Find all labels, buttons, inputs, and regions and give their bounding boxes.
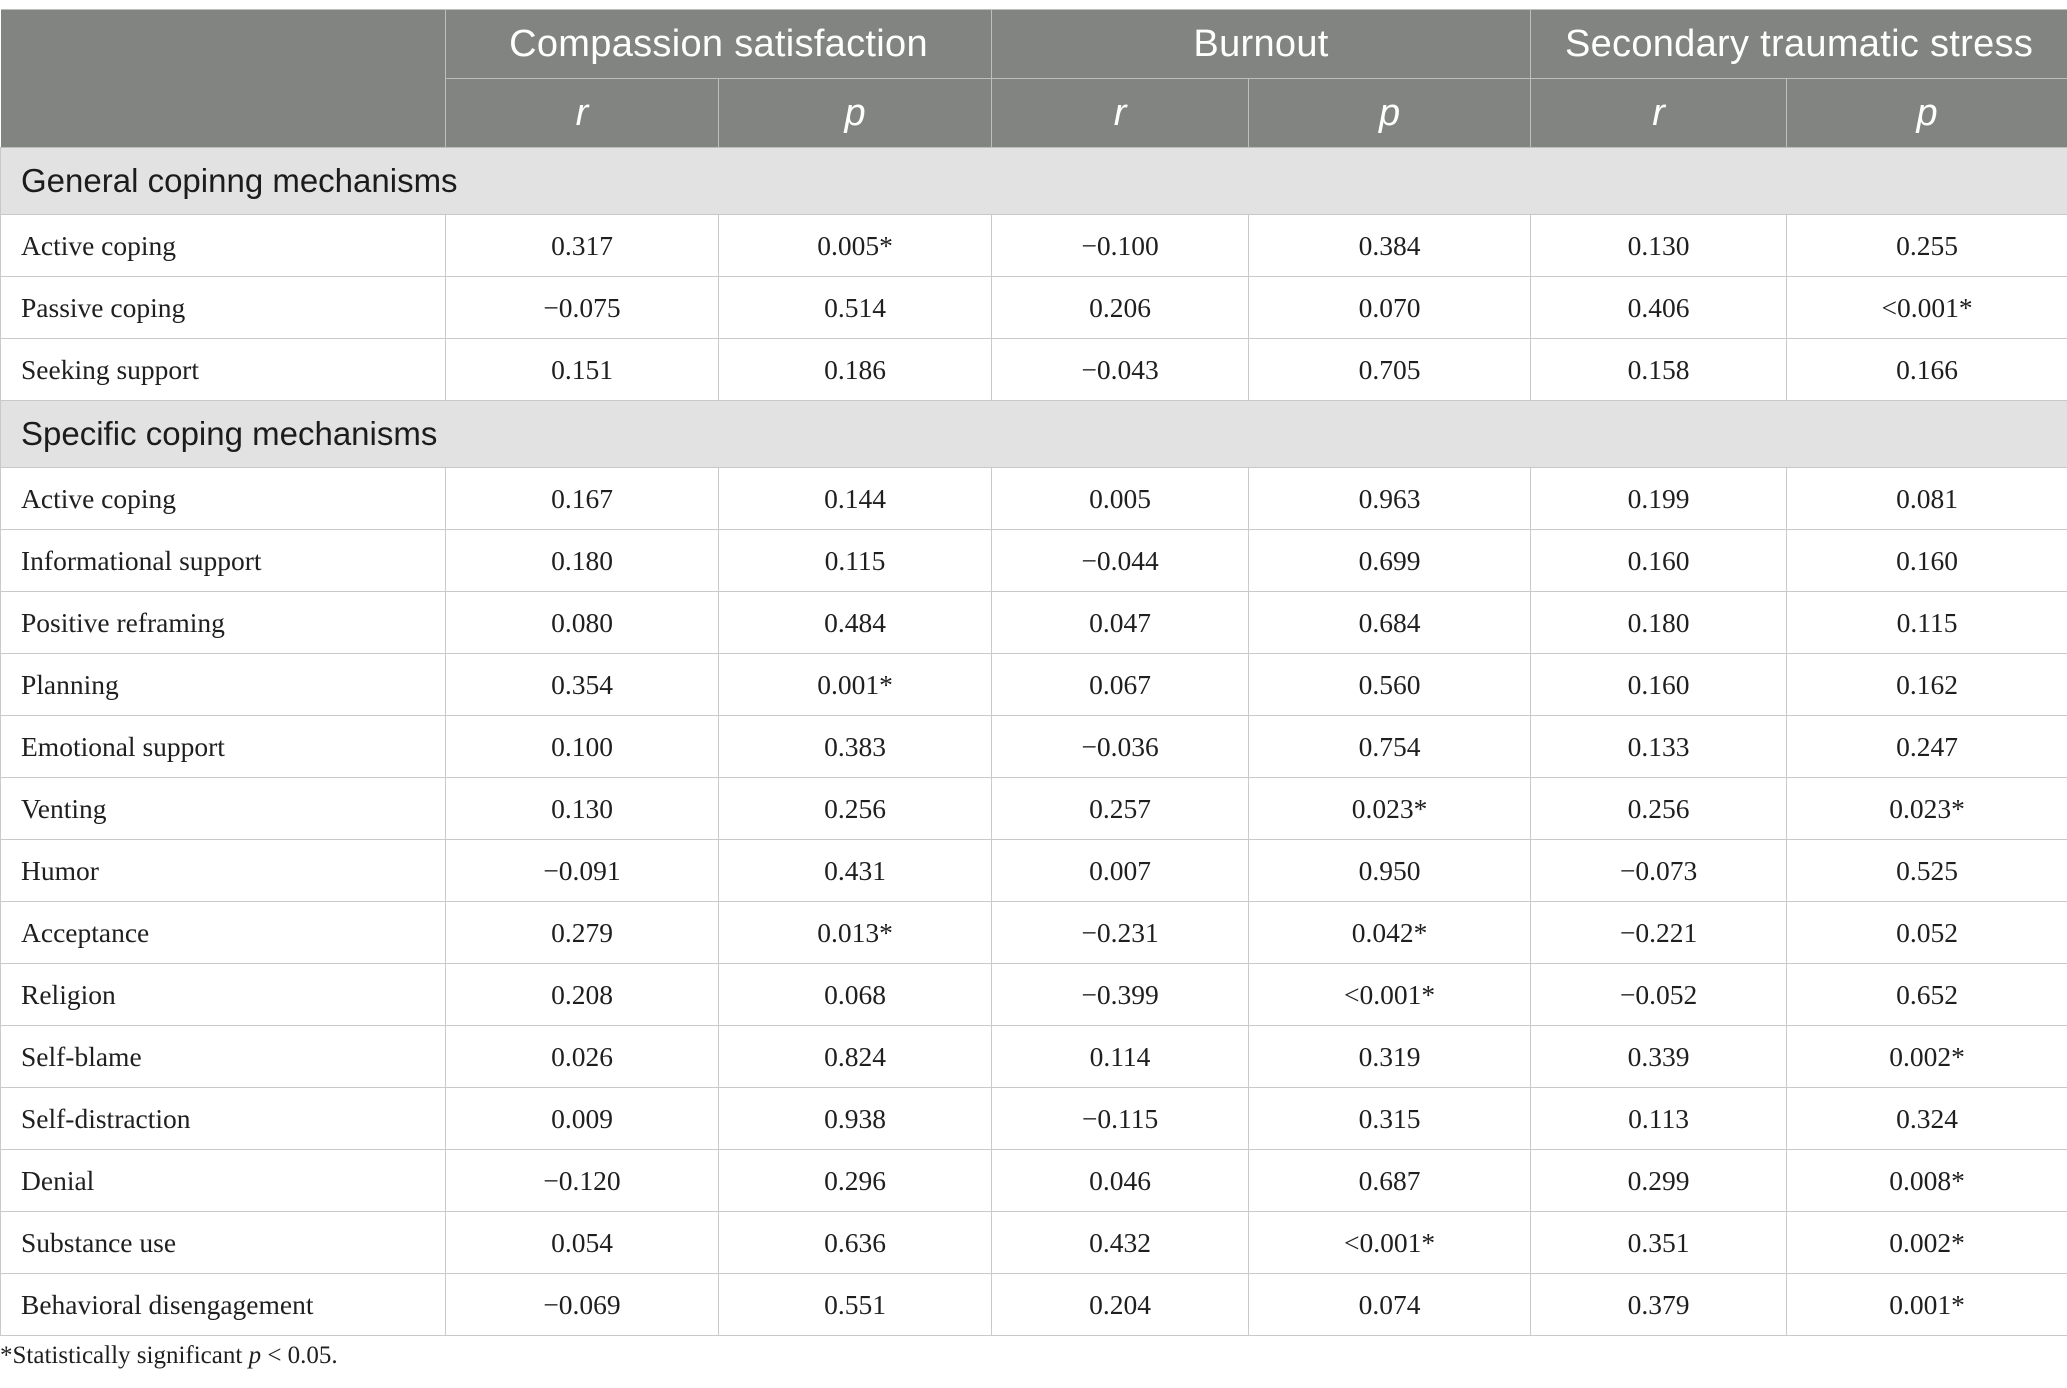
value-cell: 0.684 (1249, 592, 1531, 654)
value-cell: −0.073 (1531, 840, 1787, 902)
value-cell: 0.705 (1249, 339, 1531, 401)
value-cell: 0.247 (1787, 716, 2067, 778)
row-label: Emotional support (1, 716, 446, 778)
row-label: Venting (1, 778, 446, 840)
value-cell: 0.144 (719, 468, 992, 530)
header-burnout: Burnout (992, 10, 1531, 79)
value-cell: 0.255 (1787, 215, 2067, 277)
table-row (1, 1088, 2067, 1150)
value-cell: 0.013* (719, 902, 992, 964)
row-label: Active coping (1, 215, 446, 277)
value-cell: 0.204 (992, 1274, 1249, 1336)
value-cell: 0.354 (446, 654, 719, 716)
value-cell: 0.754 (1249, 716, 1531, 778)
value-cell: 0.324 (1787, 1088, 2067, 1150)
value-cell: 0.162 (1787, 654, 2067, 716)
value-cell: 0.026 (446, 1026, 719, 1088)
table-row (1, 1212, 2067, 1274)
value-cell: −0.069 (446, 1274, 719, 1336)
row-label: Religion (1, 964, 446, 1026)
value-cell: 0.074 (1249, 1274, 1531, 1336)
value-cell: 0.167 (446, 468, 719, 530)
value-cell: 0.950 (1249, 840, 1531, 902)
value-cell: 0.113 (1531, 1088, 1787, 1150)
value-cell: 0.008* (1787, 1150, 2067, 1212)
value-cell: −0.120 (446, 1150, 719, 1212)
value-cell: 0.151 (446, 339, 719, 401)
value-cell: 0.296 (719, 1150, 992, 1212)
header-sub-cell: r (446, 79, 719, 148)
value-cell: 0.256 (1531, 778, 1787, 840)
value-cell: 0.687 (1249, 1150, 1531, 1212)
value-cell: 0.199 (1531, 468, 1787, 530)
value-cell: 0.160 (1531, 654, 1787, 716)
value-cell: 0.636 (719, 1212, 992, 1274)
value-cell: 0.052 (1787, 902, 2067, 964)
value-cell: 0.339 (1531, 1026, 1787, 1088)
value-cell: 0.005 (992, 468, 1249, 530)
value-cell: 0.002* (1787, 1026, 2067, 1088)
value-cell: −0.044 (992, 530, 1249, 592)
value-cell: 0.525 (1787, 840, 2067, 902)
row-label: Acceptance (1, 902, 446, 964)
value-cell: 0.180 (446, 530, 719, 592)
row-label: Seeking support (1, 339, 446, 401)
value-cell: 0.068 (719, 964, 992, 1026)
section-title: Specific coping mechanisms (1, 401, 2067, 468)
value-cell: 0.406 (1531, 277, 1787, 339)
value-cell: 0.319 (1249, 1026, 1531, 1088)
value-cell: −0.115 (992, 1088, 1249, 1150)
value-cell: 0.963 (1249, 468, 1531, 530)
header-sub-cell: p (719, 79, 992, 148)
value-cell: 0.351 (1531, 1212, 1787, 1274)
table-row (1, 840, 2067, 902)
value-cell: <0.001* (1787, 277, 2067, 339)
header-blank-cell (1, 10, 446, 148)
value-cell: 0.133 (1531, 716, 1787, 778)
value-cell: 0.023* (1249, 778, 1531, 840)
value-cell: −0.075 (446, 277, 719, 339)
value-cell: 0.042* (1249, 902, 1531, 964)
value-cell: 0.699 (1249, 530, 1531, 592)
value-cell: 0.046 (992, 1150, 1249, 1212)
value-cell: 0.023* (1787, 778, 2067, 840)
footnote-suffix: < 0.05. (261, 1342, 338, 1369)
value-cell: −0.091 (446, 840, 719, 902)
value-cell: 0.114 (992, 1026, 1249, 1088)
value-cell: 0.001* (719, 654, 992, 716)
value-cell: 0.002* (1787, 1212, 2067, 1274)
row-label: Self-distraction (1, 1088, 446, 1150)
value-cell: 0.160 (1531, 530, 1787, 592)
value-cell: 0.257 (992, 778, 1249, 840)
table-row (1, 468, 2067, 530)
header-sub-cell: r (992, 79, 1249, 148)
table-row (1, 964, 2067, 1026)
table-row (1, 530, 2067, 592)
value-cell: −0.052 (1531, 964, 1787, 1026)
header-group-row (1, 10, 2067, 79)
value-cell: 0.130 (446, 778, 719, 840)
row-label: Behavioral disengagement (1, 1274, 446, 1336)
value-cell: <0.001* (1249, 964, 1531, 1026)
value-cell: 0.551 (719, 1274, 992, 1336)
value-cell: 0.299 (1531, 1150, 1787, 1212)
table-row (1, 339, 2067, 401)
footnote-prefix: *Statistically significant (0, 1342, 249, 1369)
footnote-variable: p (248, 1342, 262, 1369)
row-label: Active coping (1, 468, 446, 530)
value-cell: 0.009 (446, 1088, 719, 1150)
row-label: Denial (1, 1150, 446, 1212)
value-cell: 0.315 (1249, 1088, 1531, 1150)
value-cell: −0.231 (992, 902, 1249, 964)
table-row (1, 592, 2067, 654)
value-cell: 0.160 (1787, 530, 2067, 592)
header-sub-cell: p (1249, 79, 1531, 148)
table-row (1, 1026, 2067, 1088)
value-cell: 0.047 (992, 592, 1249, 654)
value-cell: 0.432 (992, 1212, 1249, 1274)
value-cell: 0.379 (1531, 1274, 1787, 1336)
value-cell: 0.384 (1249, 215, 1531, 277)
table-header (1, 10, 2067, 148)
value-cell: 0.054 (446, 1212, 719, 1274)
value-cell: 0.115 (719, 530, 992, 592)
value-cell: 0.317 (446, 215, 719, 277)
value-cell: 0.180 (1531, 592, 1787, 654)
value-cell: 0.070 (1249, 277, 1531, 339)
value-cell: 0.067 (992, 654, 1249, 716)
table-row (1, 1274, 2067, 1336)
row-label: Informational support (1, 530, 446, 592)
row-label: Passive coping (1, 277, 446, 339)
table-row (1, 716, 2067, 778)
table-row (1, 654, 2067, 716)
table-row (1, 215, 2067, 277)
value-cell: 0.158 (1531, 339, 1787, 401)
row-label: Self-blame (1, 1026, 446, 1088)
value-cell: 0.166 (1787, 339, 2067, 401)
section-header-row (1, 148, 2067, 215)
value-cell: 0.560 (1249, 654, 1531, 716)
row-label: Humor (1, 840, 446, 902)
value-cell: <0.001* (1249, 1212, 1531, 1274)
value-cell: 0.484 (719, 592, 992, 654)
header-sub-cell: p (1787, 79, 2067, 148)
correlation-table (0, 9, 2067, 1336)
value-cell: 0.115 (1787, 592, 2067, 654)
row-label: Substance use (1, 1212, 446, 1274)
table-footnote (0, 1342, 338, 1370)
value-cell: 0.186 (719, 339, 992, 401)
value-cell: 0.007 (992, 840, 1249, 902)
table-row (1, 902, 2067, 964)
table-row (1, 1150, 2067, 1212)
value-cell: −0.399 (992, 964, 1249, 1026)
value-cell: 0.514 (719, 277, 992, 339)
value-cell: 0.938 (719, 1088, 992, 1150)
value-cell: 0.001* (1787, 1274, 2067, 1336)
value-cell: 0.005* (719, 215, 992, 277)
header-sub-cell: r (1531, 79, 1787, 148)
table-body (1, 148, 2067, 1336)
row-label: Planning (1, 654, 446, 716)
table-row (1, 277, 2067, 339)
value-cell: −0.036 (992, 716, 1249, 778)
value-cell: 0.100 (446, 716, 719, 778)
header-secondary-traumatic-stress: Secondary traumatic stress (1531, 10, 2067, 79)
value-cell: −0.100 (992, 215, 1249, 277)
value-cell: −0.221 (1531, 902, 1787, 964)
header-compassion-satisfaction: Compassion satisfaction (446, 10, 992, 79)
value-cell: 0.256 (719, 778, 992, 840)
value-cell: 0.206 (992, 277, 1249, 339)
value-cell: 0.208 (446, 964, 719, 1026)
value-cell: 0.279 (446, 902, 719, 964)
table-row (1, 778, 2067, 840)
row-label: Positive reframing (1, 592, 446, 654)
table-container (0, 9, 2067, 1336)
value-cell: 0.130 (1531, 215, 1787, 277)
value-cell: 0.081 (1787, 468, 2067, 530)
value-cell: 0.431 (719, 840, 992, 902)
value-cell: −0.043 (992, 339, 1249, 401)
value-cell: 0.652 (1787, 964, 2067, 1026)
value-cell: 0.824 (719, 1026, 992, 1088)
value-cell: 0.080 (446, 592, 719, 654)
value-cell: 0.383 (719, 716, 992, 778)
section-header-row (1, 401, 2067, 468)
section-title: General copinng mechanisms (1, 148, 2067, 215)
